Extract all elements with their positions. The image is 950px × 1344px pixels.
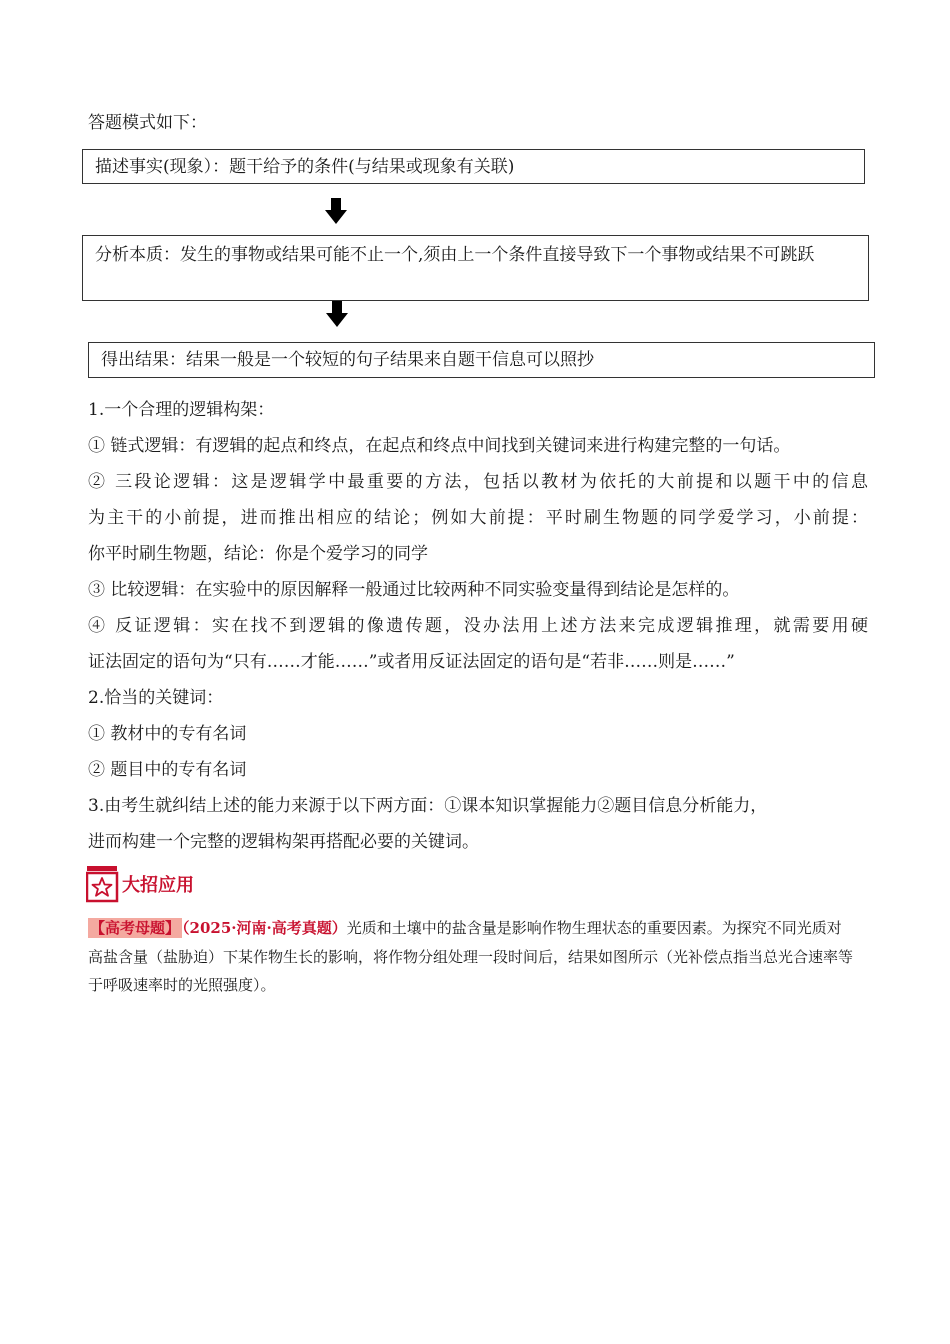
intro-text: 答题模式如下： — [88, 113, 207, 133]
text-line: ② 题目中的专有名词 — [88, 760, 247, 780]
text-line: 为主干的小前提，进而推出相应的结论；例如大前提：平时刷生物题的同学爱学习，小前提： — [88, 508, 868, 528]
text-line: ④ 反证逻辑：实在找不到逻辑的像遗传题，没办法用上述方法来完成逻辑推理，就需要用硬 — [88, 616, 868, 636]
text-line: 3.由考生就纠结上述的能力来源于以下两方面：①课本知识掌握能力②题目信息分析能力， — [88, 796, 768, 816]
text-line: ② 三段论逻辑：这是逻辑学中最重要的方法，包括以教材为依托的大前提和以题干中的信息 — [88, 472, 868, 492]
flow-box-result-text: 得出结果：结果一般是一个较短的句子结果来自题干信息可以照抄 — [101, 350, 594, 370]
flow-box-describe — [82, 149, 865, 184]
question-paragraph — [88, 914, 854, 1000]
section-banner — [86, 862, 194, 906]
question-tag: 【高考母题】 — [90, 919, 181, 937]
down-arrow-icon — [325, 198, 347, 224]
flow-box-analyze — [82, 235, 869, 301]
flow-box-describe-text: 描述事实(现象）：题干给予的条件(与结果或现象有关联) — [95, 157, 515, 177]
text-line: 1.一个合理的逻辑构架： — [88, 400, 275, 420]
text-line: 证法固定的语句为“只有……才能……”或者用反证法固定的语句是“若非……则是……” — [88, 652, 735, 672]
text-line: ③ 比较逻辑：在实验中的原因解释一般通过比较两种不同实验变量得到结论是怎样的。 — [88, 580, 740, 600]
text-line: 2.恰当的关键词： — [88, 688, 224, 708]
flow-box-analyze-label: 分析本质： — [95, 245, 180, 265]
down-arrow-icon — [326, 301, 348, 327]
text-line: ① 教材中的专有名词 — [88, 724, 247, 744]
text-line: 进而构建一个完整的逻辑构架再搭配必要的关键词。 — [88, 832, 479, 852]
banner-title: 大招应用 — [122, 875, 194, 896]
flow-box-result — [88, 342, 875, 378]
text-line: 你平时刷生物题，结论：你是个爱学习的同学 — [88, 544, 428, 564]
question-text: 光质和土壤中的盐含量是影响作物生理状态的重要因素。为探究不同光质对高盐含量（盐胁迫）下某作物生长的影响，将作物分组处理一段时间后，结果如图所示（光补偿点指当总光合速率等于呼吸速率时的光照强度）。 — [88, 919, 854, 994]
question-source: （2025·河南·高考真题） — [182, 919, 347, 937]
text-line: ① 链式逻辑：有逻辑的起点和终点，在起点和终点中间找到关键词来进行构建完整的一句话。 — [88, 436, 791, 456]
star-book-icon — [86, 865, 120, 903]
logic-framework-section — [88, 392, 868, 860]
flow-box-analyze-text: 发生的事物或结果可能不止一个,须由上一个条件直接导致下一个事物或结果不可跳跃 — [180, 245, 815, 265]
